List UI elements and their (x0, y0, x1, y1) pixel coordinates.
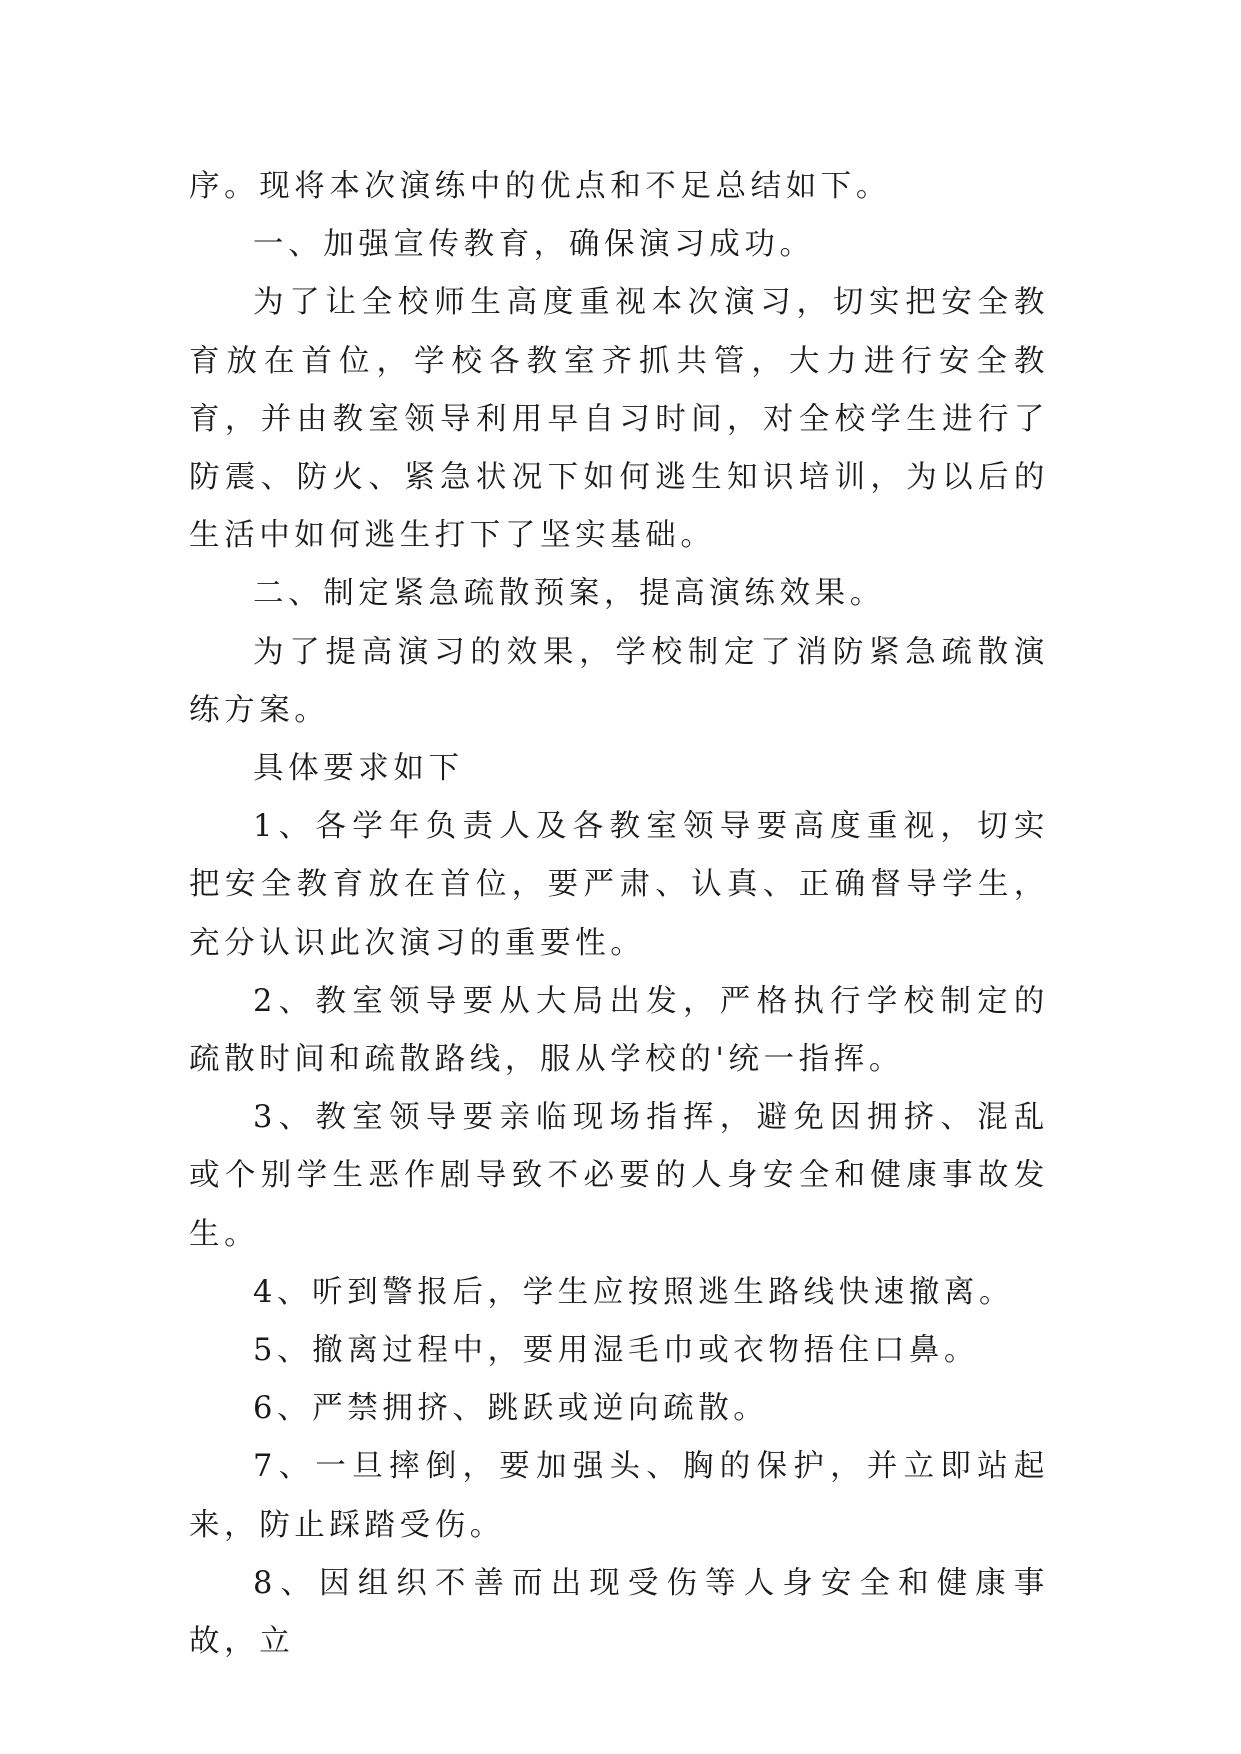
section-heading-1: 一、加强宣传教育，确保演习成功。 (253, 227, 815, 263)
requirement-5: 5、撤离过程中，要用湿毛巾或衣物捂住口鼻。 (253, 1333, 980, 1369)
requirement-8: 8、因组织不善而出现受伤等人身安全和健康事故，立 (189, 1565, 1049, 1660)
paragraph-1: 序。现将本次演练中的优点和不足总结如下。 (189, 169, 891, 204)
requirement-2: 2、教室领导要从大局出发，严格执行学校制定的疏散时间和疏散路线，服从学校的'统一指挥。 (189, 983, 1049, 1078)
requirement-1: 1、各学年负责人及各教室领导要高度重视，切实把安全教育放在首位，要严肃、认真、正确督导学生，充分认识此次演习的重要性。 (189, 809, 1049, 961)
requirement-4: 4、听到警报后，学生应按照逃生路线快速撤离。 (253, 1274, 1015, 1310)
section-heading-2: 二、制定紧急疏散预案，提高演练效果。 (253, 576, 885, 612)
paragraph-3: 为了提高演习的效果，学校制定了消防紧急疏散演练方案。 (189, 634, 1049, 728)
document-body (189, 158, 1049, 1671)
requirements-heading: 具体要求如下 (253, 751, 464, 787)
requirement-6: 6、严禁拥挤、跳跃或逆向疏散。 (253, 1391, 769, 1427)
requirement-7: 7、一旦摔倒，要加强头、胸的保护，并立即站起来，防止踩踏受伤。 (189, 1449, 1049, 1543)
paragraph-2: 为了让全校师生高度重视本次演习，切实把安全教育放在首位，学校各教室齐抓共管，大力进行安全教育，并由教室领导利用早自习时间，对全校学生进行了防震、防火、紧急状况下如何逃生知识培训，为以后的生活中如何逃生打下了坚实基础。 (189, 285, 1049, 554)
requirement-3: 3、教室领导要亲临现场指挥，避免因拥挤、混乱或个别学生恶作剧导致不必要的人身安全和健康事故发生。 (189, 1100, 1049, 1252)
